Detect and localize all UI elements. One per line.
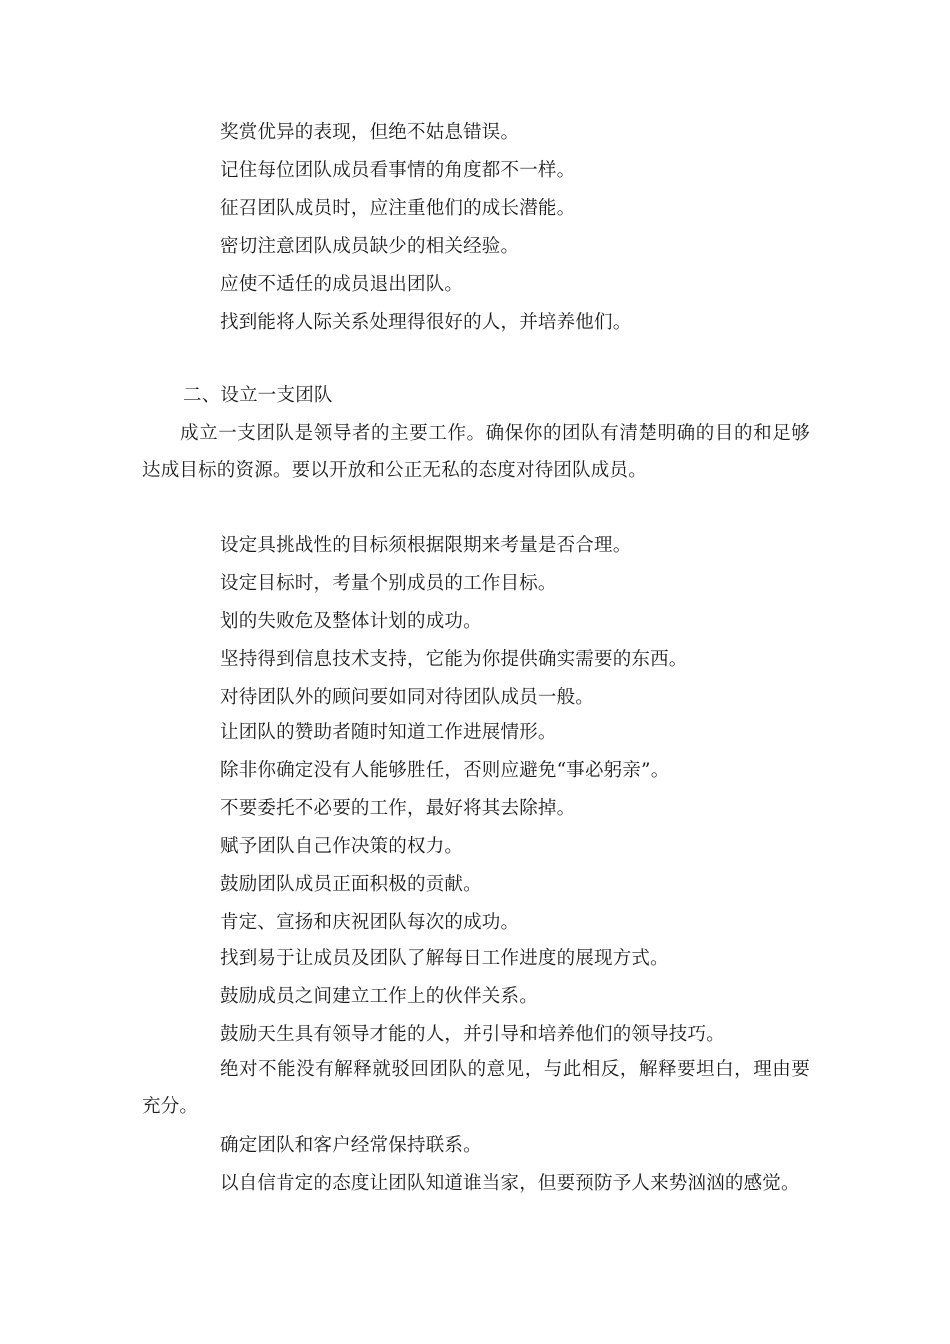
list-item: 记住每位团队成员看事情的角度都不一样。 [220,160,576,181]
list-item: 鼓励团队成员正面积极的贡献。 [220,874,482,895]
list-item: 设定目标时，考量个别成员的工作目标。 [220,573,557,594]
list-item: 确定团队和客户经常保持联系。 [220,1135,482,1156]
list-item: 设定具挑战性的目标须根据限期来考量是否合理。 [220,535,632,556]
list-item: 赋予团队自己作决策的权力。 [220,836,464,857]
list-item: 征召团队成员时，应注重他们的成长潜能。 [220,198,576,219]
list-item: 让团队的赞助者随时知道工作进展情形。 [220,722,557,743]
list-item: 坚持得到信息技术支持，它能为你提供确实需要的东西。 [220,649,688,670]
list-item: 不要委托不必要的工作，最好将其去除掉。 [220,798,576,819]
list-item: 肯定、宣扬和庆祝团队每次的成功。 [220,912,520,933]
list-item: 以自信肯定的态度让团队知道谁当家，但要预防予人来势汹汹的感觉。 [220,1173,800,1194]
list-item: 应使不适任的成员退出团队。 [220,274,464,295]
list-item: 找到能将人际关系处理得很好的人，并培养他们。 [220,312,632,333]
section-heading: 二、设立一支团队 [183,385,333,406]
list-item: 鼓励成员之间建立工作上的伙伴关系。 [220,986,538,1007]
list-item: 奖赏优异的表现，但绝不姑息错误。 [220,122,520,143]
list-item-wrapped: 绝对不能没有解释就驳回团队的意见，与此相反，解释要坦白，理由要充分。 [142,1059,810,1117]
list-item: 对待团队外的顾问要如同对待团队成员一般。 [220,687,595,708]
intro-paragraph: 成立一支团队是领导者的主要工作。确保你的团队有清楚明确的目的和足够达成目标的资源。要以开放和公正无私的态度对待团队成员。 [142,423,810,481]
list-item: 密切注意团队成员缺少的相关经验。 [220,236,520,257]
list-item: 除非你确定没有人能够胜任，否则应避免“事必躬亲”。 [220,760,670,781]
list-item: 鼓励天生具有领导才能的人，并引导和培养他们的领导技巧。 [220,1024,725,1045]
list-item: 找到易于让成员及团队了解每日工作进度的展现方式。 [220,948,669,969]
list-item: 划的失败危及整体计划的成功。 [220,611,482,632]
